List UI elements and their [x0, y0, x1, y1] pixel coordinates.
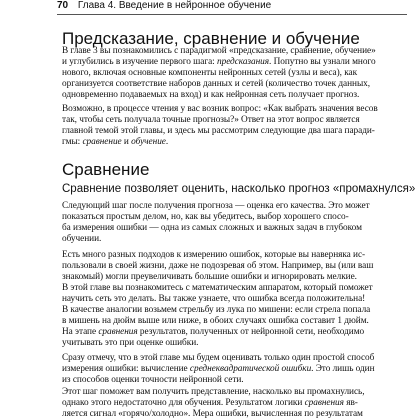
text-line: гмы: сравнение и обучение.: [62, 137, 169, 147]
text-line: В качестве аналогии возьмем стрельбу из лука по мишени: если стрела попала: [62, 305, 371, 315]
text-line: в мишень на дюйм выше или ниже, в обоих случаях ошибка составит 1 дюйм.: [62, 316, 369, 326]
chapter-title: Глава 4. Введение в нейронное обучение: [77, 0, 272, 11]
text-line: В главе 3 вы познакомились с парадигмой «предсказание, сравнение, обучение»: [62, 46, 376, 56]
text-line: пользовали в своей жизни, даже не подозревая об этом. Например, вы (или ваш: [62, 261, 374, 271]
text-line: главной темой этой главы, и здесь мы рассмотрим следующие два шага паради-: [62, 126, 375, 136]
text-line: Этот шаг поможет вам получить представление, насколько вы промахнулись,: [62, 387, 365, 397]
page-number: 70: [57, 0, 69, 11]
text-line: знакомый) могли преувеличивать большие ошибки и игнорировать мелкие.: [62, 272, 357, 282]
comparison-paragraph-4: [62, 387, 407, 420]
text-line: из способов оценки точности нейронной сети.: [62, 375, 244, 385]
text-line: Есть много разных подходов к измерению ошибок, которые вы наверняка ис-: [62, 250, 366, 260]
comparison-paragraph-3: [62, 353, 407, 386]
section-heading: Предсказание, сравнение и обучение: [62, 29, 360, 48]
text-line: обучении.: [62, 234, 102, 244]
comparison-paragraph-2: [62, 250, 407, 349]
text-line: учитывать это при оценке ошибки.: [62, 338, 199, 348]
text-line: однако этого недостаточно для обучения. Результатом логики сравнения яв-: [62, 398, 358, 408]
text-line: В этой главе вы познакомитесь с математическим аппаратом, который поможет: [62, 283, 373, 293]
intro-paragraph-1: [62, 46, 407, 101]
intro-paragraph-2: [62, 104, 407, 148]
running-header: [57, 0, 407, 15]
text-line: Возможно, в процессе чтения у вас возник вопрос: «Как выбрать значения весов: [62, 104, 378, 114]
comparison-subheading: Сравнение позволяет оценить, насколько прогноз «промахнулся»: [62, 183, 416, 195]
text-line: так, чтобы сеть получала точные прогнозы?» Ответ на этот вопрос является: [62, 115, 360, 125]
text-line: одновременно подаваемых на вход) и как нейронная сеть получает прогноз.: [62, 90, 360, 100]
text-line: и углубились в изучение первого шага: предсказания. Попутно вы узнали много: [62, 57, 376, 67]
text-line: измерения ошибки: вычисление среднеквадратической ошибки. Это лишь один: [62, 364, 375, 374]
text-line: нового, включая основные компоненты нейронных сетей (узлы и веса), как: [62, 68, 358, 78]
comparison-heading: Сравнение: [62, 160, 150, 179]
comparison-paragraph-1: [62, 201, 407, 245]
text-line: ба измерения ошибки — одна из самых сложных и важных задач в глубоком: [62, 223, 362, 233]
text-line: показаться простым делом, но, как вы убедитесь, выбор хорошего спосо-: [62, 212, 349, 222]
text-line: На этапе сравнения результатов, полученных от нейронной сети, необходимо: [62, 327, 365, 337]
text-line: организуется соответствие наборов данных и сетей (количество точек данных,: [62, 79, 371, 89]
text-line: ляется сигнал «горячо/холодно». Мера ошибки, вычисленная по результатам: [62, 409, 363, 419]
text-line: Сразу отмечу, что в этой главе мы будем оценивать только один простой способ: [62, 353, 375, 363]
text-line: научить сеть это делать. Вы также узнаете, что ошибка всегда положительна!: [62, 294, 366, 304]
text-line: Следующий шаг после получения прогноза — оценка его качества. Это может: [62, 201, 370, 211]
